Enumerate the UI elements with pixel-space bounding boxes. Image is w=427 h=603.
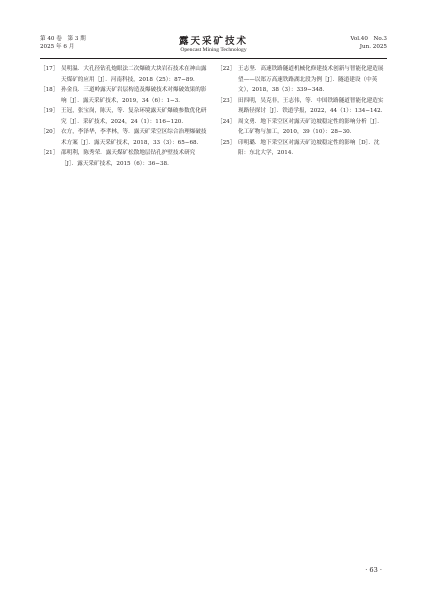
header-right — [350, 36, 387, 51]
reference-text: 邵明利，陈秀荣．露天煤矿松散地层钻孔护壁技术研究［J］．露天采矿技术，2015（6）：36−38． — [61, 150, 196, 167]
reference-number: ［24］ — [217, 118, 236, 125]
reference-number: ［17］ — [40, 66, 59, 72]
reference-number: ［21］ — [40, 150, 59, 156]
reference-item — [40, 64, 210, 85]
reference-item — [40, 148, 210, 169]
reference-number: ［22］ — [217, 66, 236, 72]
journal-title-cn: 露天采矿技术 — [178, 36, 248, 47]
reference-item — [217, 138, 387, 159]
references-left-column — [40, 64, 210, 169]
volume-issue: 第 40 卷 第 3 期 — [40, 36, 86, 42]
reference-item — [40, 127, 210, 148]
volume-issue-en: Vol.40 No.3 — [350, 36, 387, 42]
reference-number: ［23］ — [217, 97, 236, 104]
header-rule — [40, 58, 387, 59]
date-cn: 2025 年 6 月 — [40, 43, 75, 50]
reference-item — [217, 117, 387, 138]
reference-text: 周文勇．地下采空区对露天矿边坡稳定性的影响分析［J］．化工矿物与加工，2010，39（10）：28−30． — [238, 118, 383, 135]
reference-text: 衣方，李泽华，李孝林，等．露天矿采空区综合治理爆破技术方案［J］．露天采矿技术，2018，33（3）：65−68． — [61, 129, 207, 146]
references-right-column — [217, 64, 387, 159]
reference-item — [217, 64, 387, 96]
reference-number: ［19］ — [40, 108, 59, 114]
reference-text: 吴明温．大孔径钻孔炮眼法二次爆破大块岩石技术在神山露天煤矿的应用［J］．河南科技，2018（25）：87−89． — [61, 66, 207, 83]
page-header — [40, 36, 387, 58]
reference-number: ［25］ — [217, 139, 236, 146]
reference-number: ［18］ — [40, 87, 59, 93]
page-number: · 63 · — [365, 566, 382, 574]
reference-text: 印明璐．地下采空区对露天矿边坡稳定性的影响［D］．沈阳：东北大学，2014． — [238, 139, 380, 156]
reference-item — [40, 85, 210, 106]
reference-item — [40, 106, 210, 127]
date-en: Jun. 2025 — [359, 43, 387, 50]
reference-text: 孙金良．三道岭露天矿岩层构造及爆破技术对爆破效果的影响［J］．露天采矿技术，2019，34（6）：1−3． — [61, 87, 207, 104]
journal-title-en: Opencast Mining Technology — [180, 47, 247, 53]
reference-text: 王志坚．高速铁路隧道机械化修建技术创新与智能化建造展望——以郑万高速铁路湖北段为例［J］．隧道建设（中英文），2018，38（3）：339−348． — [238, 66, 384, 93]
reference-number: ［20］ — [40, 129, 59, 135]
reference-item — [217, 96, 387, 117]
reference-text: 王冠，张宝岗，陈天，等．复杂环境露天矿爆破参数优化研究［J］．采矿技术，2024，24（1）：116−120． — [61, 108, 207, 125]
header-center — [40, 36, 387, 54]
reference-text: 田四明，吴克非，王志伟，等．中国铁路隧道智能化建造实现路径探讨［J］．铁道学报，2022，44（1）：134−142． — [238, 97, 387, 114]
